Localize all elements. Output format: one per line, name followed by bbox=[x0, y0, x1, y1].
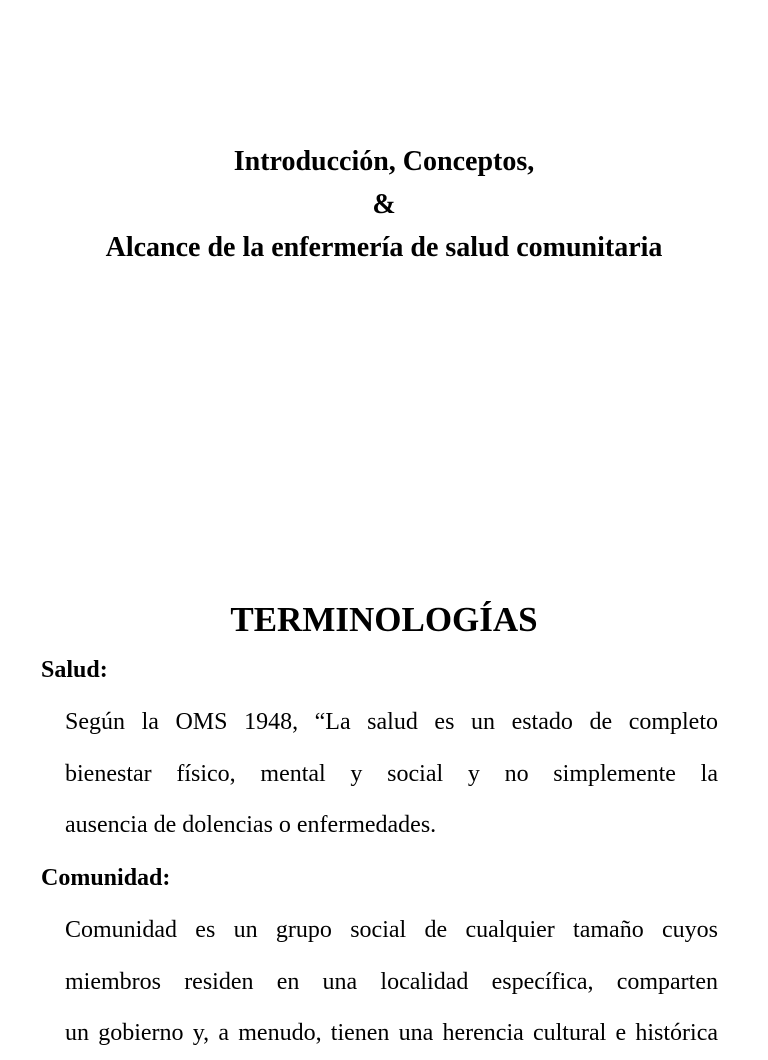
title-line-1: Introducción, Conceptos, bbox=[233, 146, 535, 177]
term-label-salud: Salud: bbox=[41, 657, 108, 683]
body-line-cutoff: un gobierno y, a menudo, tienen una herencia cultural e histórica bbox=[65, 1020, 718, 1046]
term-body-comunidad bbox=[65, 905, 718, 1060]
term-label-comunidad: Comunidad: bbox=[41, 865, 171, 891]
body-line: ausencia de dolencias o enfermedades. bbox=[65, 812, 437, 838]
title-line-3: Alcance de la enfermería de salud comunitaria bbox=[105, 232, 663, 263]
body-line: Comunidad es un grupo social de cualquier tamaño cuyos bbox=[65, 917, 718, 943]
section-heading-terminologias: TERMINOLOGÍAS bbox=[230, 600, 538, 639]
body-line: miembros residen en una localidad específica, comparten bbox=[65, 968, 718, 995]
body-line: bienestar físico, mental y social y no simplemente la bbox=[65, 760, 718, 787]
term-body-salud bbox=[65, 697, 718, 852]
document-title bbox=[0, 140, 768, 269]
title-ampersand: & bbox=[372, 189, 396, 220]
body-line: Según la OMS 1948, “La salud es un estado de completo bbox=[65, 709, 718, 735]
